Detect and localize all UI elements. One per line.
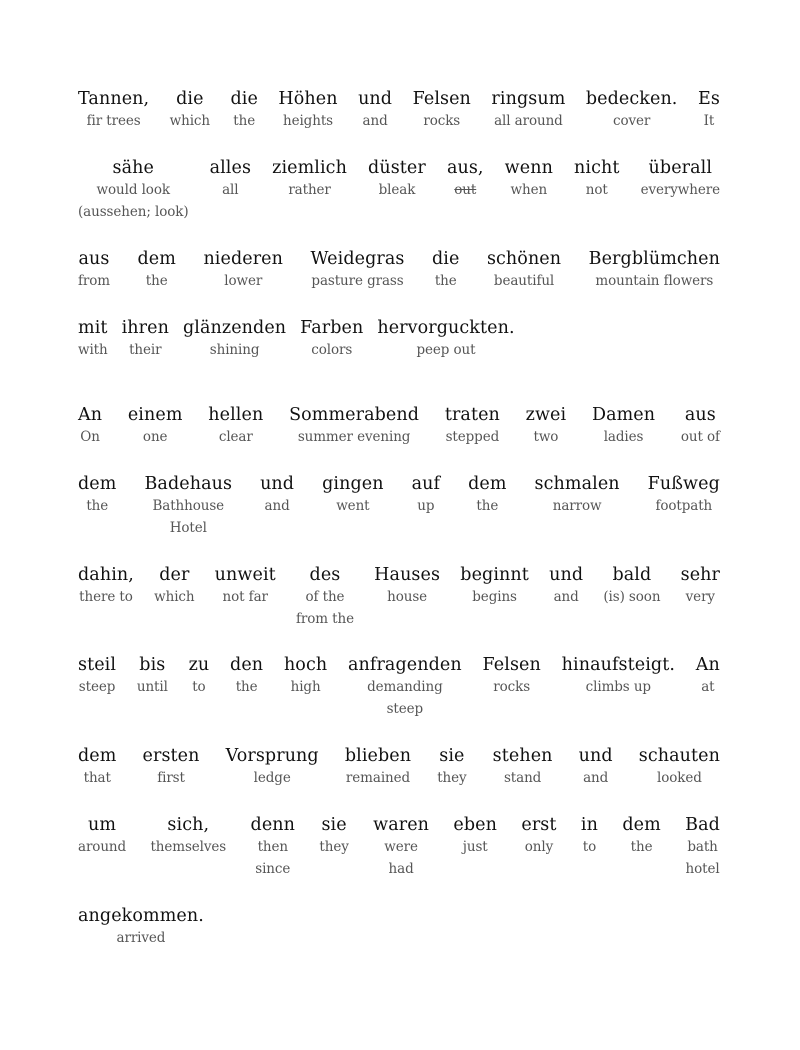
word-gloss bbox=[203, 248, 283, 292]
word-gloss bbox=[78, 564, 134, 608]
word-gloss bbox=[603, 564, 660, 608]
word-gloss bbox=[586, 88, 678, 132]
german-word: dem bbox=[137, 249, 176, 269]
english-gloss: to bbox=[582, 839, 597, 855]
english-gloss: and bbox=[583, 770, 609, 786]
word-gloss bbox=[210, 157, 251, 201]
english-gloss: and bbox=[553, 589, 579, 605]
word-gloss bbox=[437, 745, 466, 789]
german-word: düster bbox=[368, 158, 426, 178]
german-word: des bbox=[309, 565, 341, 585]
word-gloss bbox=[487, 248, 561, 292]
english-gloss: (aussehen; look) bbox=[78, 204, 189, 220]
german-word: Vorsprung bbox=[225, 746, 319, 766]
word-gloss bbox=[641, 157, 720, 201]
german-word: wenn bbox=[504, 158, 553, 178]
english-gloss: had bbox=[388, 861, 414, 877]
german-word: beginnt bbox=[460, 565, 529, 585]
word-gloss bbox=[639, 745, 720, 789]
word-gloss bbox=[284, 654, 327, 698]
german-word: sie bbox=[439, 746, 465, 766]
german-word: der bbox=[159, 565, 190, 585]
word-gloss bbox=[78, 473, 116, 517]
german-word: Sommerabend bbox=[289, 405, 420, 425]
word-gloss bbox=[505, 157, 553, 201]
german-word: glänzenden bbox=[182, 318, 287, 338]
gloss-line bbox=[78, 905, 720, 949]
german-word: An bbox=[78, 405, 103, 425]
german-word: und bbox=[549, 565, 584, 585]
english-gloss: first bbox=[157, 770, 185, 786]
word-gloss bbox=[208, 404, 263, 448]
english-gloss: the bbox=[434, 273, 457, 289]
word-gloss bbox=[358, 88, 392, 132]
german-word: dem bbox=[78, 474, 117, 494]
word-gloss bbox=[322, 473, 384, 517]
english-gloss: lower bbox=[224, 273, 263, 289]
german-word: gingen bbox=[322, 474, 384, 494]
word-gloss bbox=[698, 88, 720, 132]
word-gloss bbox=[230, 654, 263, 698]
german-word: und bbox=[578, 746, 613, 766]
english-gloss: would look bbox=[96, 182, 170, 198]
german-word: einem bbox=[127, 405, 183, 425]
english-gloss: looked bbox=[656, 770, 702, 786]
word-gloss bbox=[170, 88, 210, 132]
word-gloss bbox=[78, 88, 149, 132]
word-gloss bbox=[589, 248, 720, 292]
german-word: ziemlich bbox=[272, 158, 347, 178]
german-word: denn bbox=[250, 815, 296, 835]
word-gloss bbox=[648, 473, 720, 517]
word-gloss bbox=[373, 814, 429, 880]
word-gloss bbox=[368, 157, 426, 201]
gloss-line bbox=[78, 404, 720, 448]
english-gloss: house bbox=[387, 589, 428, 605]
english-gloss: pasture grass bbox=[311, 273, 404, 289]
english-gloss: at bbox=[701, 679, 715, 695]
word-gloss bbox=[137, 654, 168, 698]
english-gloss: cover bbox=[613, 113, 651, 129]
word-gloss bbox=[445, 404, 500, 448]
german-word: dahin, bbox=[78, 565, 134, 585]
word-gloss bbox=[592, 404, 655, 448]
english-gloss: climbs up bbox=[585, 679, 651, 695]
german-word: anfragenden bbox=[347, 655, 462, 675]
english-gloss: bath bbox=[687, 839, 718, 855]
word-gloss bbox=[681, 404, 720, 448]
word-gloss bbox=[460, 564, 529, 608]
english-gloss: colors bbox=[311, 342, 353, 358]
english-gloss: summer evening bbox=[297, 429, 411, 445]
word-gloss bbox=[681, 564, 720, 608]
english-gloss: the bbox=[476, 498, 499, 514]
gloss-line bbox=[78, 814, 720, 880]
word-gloss bbox=[413, 88, 471, 132]
word-gloss bbox=[289, 404, 419, 448]
german-word: zu bbox=[188, 655, 210, 675]
english-gloss: of the bbox=[305, 589, 345, 605]
word-gloss bbox=[230, 88, 257, 132]
word-gloss bbox=[348, 654, 462, 720]
german-word: bis bbox=[139, 655, 166, 675]
english-gloss: themselves bbox=[150, 839, 227, 855]
word-gloss bbox=[278, 88, 337, 132]
german-word: Bergblümchen bbox=[588, 249, 720, 269]
german-word: traten bbox=[444, 405, 500, 425]
gloss-line bbox=[78, 654, 720, 720]
german-word: schönen bbox=[486, 249, 562, 269]
word-gloss bbox=[144, 473, 232, 539]
german-word: An bbox=[695, 655, 720, 675]
english-gloss: they bbox=[437, 770, 467, 786]
english-gloss: which bbox=[154, 589, 195, 605]
english-gloss: and bbox=[362, 113, 388, 129]
german-word: zwei bbox=[525, 405, 567, 425]
german-word: und bbox=[358, 89, 393, 109]
german-word: aus bbox=[684, 405, 716, 425]
english-gloss: around bbox=[78, 839, 127, 855]
german-word: ersten bbox=[142, 746, 200, 766]
english-gloss: one bbox=[142, 429, 168, 445]
german-word: alles bbox=[209, 158, 252, 178]
german-word: Fußweg bbox=[647, 474, 720, 494]
english-gloss: when bbox=[510, 182, 548, 198]
word-gloss bbox=[493, 745, 553, 789]
english-gloss: narrow bbox=[552, 498, 602, 514]
english-gloss: bleak bbox=[378, 182, 416, 198]
word-gloss bbox=[491, 88, 565, 132]
german-word: die bbox=[176, 89, 204, 109]
english-gloss: until bbox=[136, 679, 168, 695]
gloss-line bbox=[78, 248, 720, 292]
word-gloss bbox=[78, 404, 102, 448]
german-word: Bad bbox=[685, 815, 720, 835]
english-gloss: ladies bbox=[603, 429, 644, 445]
english-gloss: stepped bbox=[445, 429, 500, 445]
word-gloss bbox=[374, 564, 440, 608]
english-gloss: the bbox=[233, 113, 256, 129]
word-gloss bbox=[272, 157, 347, 201]
german-word: angekommen. bbox=[78, 906, 204, 926]
english-gloss: fir trees bbox=[86, 113, 141, 129]
word-gloss bbox=[251, 814, 296, 880]
word-gloss bbox=[150, 814, 226, 858]
english-gloss: arrived bbox=[116, 930, 166, 946]
word-gloss bbox=[412, 473, 440, 517]
german-word: hellen bbox=[208, 405, 264, 425]
german-word: Weidegras bbox=[310, 249, 405, 269]
german-word: erst bbox=[521, 815, 557, 835]
english-gloss: that bbox=[83, 770, 111, 786]
english-gloss: Hotel bbox=[169, 520, 207, 536]
word-gloss bbox=[377, 317, 514, 361]
english-gloss: they bbox=[319, 839, 349, 855]
english-gloss: shining bbox=[209, 342, 260, 358]
english-gloss: only bbox=[524, 839, 554, 855]
german-word: blieben bbox=[344, 746, 412, 766]
german-word: die bbox=[431, 249, 460, 269]
german-word: dem bbox=[468, 474, 507, 494]
english-gloss: hotel bbox=[685, 861, 720, 877]
german-word: dem bbox=[78, 746, 117, 766]
german-word: aus bbox=[78, 249, 110, 269]
german-word: unweit bbox=[214, 565, 276, 585]
english-gloss: just bbox=[462, 839, 488, 855]
english-gloss: two bbox=[533, 429, 559, 445]
english-gloss: ledge bbox=[253, 770, 291, 786]
english-gloss: their bbox=[129, 342, 162, 358]
word-gloss bbox=[143, 745, 200, 789]
word-gloss bbox=[78, 317, 108, 361]
english-gloss: steep bbox=[386, 701, 424, 717]
word-gloss bbox=[78, 248, 110, 292]
english-gloss: from bbox=[78, 273, 110, 289]
german-word: auf bbox=[411, 474, 441, 494]
word-gloss bbox=[78, 905, 204, 949]
word-gloss bbox=[154, 564, 194, 608]
english-gloss: peep out bbox=[416, 342, 476, 358]
word-gloss bbox=[574, 157, 619, 201]
german-word: ihren bbox=[121, 318, 169, 338]
word-gloss bbox=[526, 404, 567, 448]
word-gloss bbox=[581, 814, 598, 858]
gloss-line bbox=[78, 473, 720, 539]
german-word: Tannen, bbox=[78, 89, 150, 109]
german-word: aus, bbox=[446, 158, 484, 178]
english-gloss: the bbox=[145, 273, 168, 289]
word-gloss bbox=[521, 814, 556, 858]
english-gloss: the bbox=[235, 679, 258, 695]
word-gloss bbox=[562, 654, 675, 698]
english-gloss: from the bbox=[295, 611, 354, 627]
english-gloss: begins bbox=[472, 589, 517, 605]
german-word: sähe bbox=[112, 158, 154, 178]
word-gloss bbox=[453, 814, 497, 858]
english-gloss: the bbox=[630, 839, 653, 855]
word-gloss bbox=[78, 654, 116, 698]
english-gloss: there to bbox=[79, 589, 133, 605]
german-word: die bbox=[230, 89, 258, 109]
english-gloss: steep bbox=[78, 679, 116, 695]
german-word: mit bbox=[78, 318, 108, 338]
german-word: Farben bbox=[300, 318, 364, 338]
english-gloss: demanding bbox=[367, 679, 443, 695]
english-gloss: mountain flowers bbox=[595, 273, 714, 289]
english-gloss: rather bbox=[288, 182, 331, 198]
word-gloss bbox=[311, 248, 405, 292]
english-gloss: Bathhouse bbox=[152, 498, 225, 514]
english-gloss: went bbox=[336, 498, 370, 514]
german-word: hinaufsteigt. bbox=[561, 655, 676, 675]
german-word: niederen bbox=[203, 249, 284, 269]
german-word: schmalen bbox=[534, 474, 620, 494]
english-gloss: to bbox=[192, 679, 206, 695]
german-word: sie bbox=[321, 815, 347, 835]
english-gloss: all around bbox=[494, 113, 563, 129]
word-gloss bbox=[447, 157, 484, 201]
word-gloss bbox=[622, 814, 660, 858]
german-word: bedecken. bbox=[585, 89, 678, 109]
german-word: Es bbox=[697, 89, 720, 109]
english-gloss: rocks bbox=[493, 679, 531, 695]
german-word: ringsum bbox=[491, 89, 566, 109]
german-word: um bbox=[87, 815, 117, 835]
german-word: nicht bbox=[574, 158, 620, 178]
english-gloss: (is) soon bbox=[603, 589, 661, 605]
gloss-line bbox=[78, 317, 720, 361]
word-gloss bbox=[696, 654, 720, 698]
word-gloss bbox=[226, 745, 319, 789]
german-word: steil bbox=[78, 655, 117, 675]
german-word: Höhen bbox=[278, 89, 338, 109]
english-gloss: rocks bbox=[423, 113, 461, 129]
german-word: Felsen bbox=[482, 655, 541, 675]
word-gloss bbox=[128, 404, 183, 448]
word-gloss bbox=[432, 248, 459, 292]
english-gloss: heights bbox=[282, 113, 333, 129]
german-word: Felsen bbox=[412, 89, 471, 109]
word-gloss bbox=[300, 317, 363, 361]
german-word: hoch bbox=[283, 655, 328, 675]
english-gloss: since bbox=[255, 861, 291, 877]
word-gloss bbox=[78, 814, 126, 858]
word-gloss bbox=[685, 814, 720, 880]
english-gloss: not far bbox=[222, 589, 268, 605]
german-word: und bbox=[260, 474, 295, 494]
german-word: den bbox=[230, 655, 264, 675]
german-word: überall bbox=[648, 158, 713, 178]
word-gloss bbox=[549, 564, 583, 608]
english-gloss: out of bbox=[680, 429, 720, 445]
english-gloss: beautiful bbox=[493, 273, 555, 289]
word-gloss bbox=[535, 473, 620, 517]
english-gloss: clear bbox=[218, 429, 253, 445]
english-gloss: very bbox=[685, 589, 715, 605]
word-gloss bbox=[468, 473, 506, 517]
english-gloss: with bbox=[78, 342, 108, 358]
english-gloss: stand bbox=[503, 770, 542, 786]
english-gloss: not bbox=[585, 182, 608, 198]
word-gloss bbox=[183, 317, 286, 361]
word-gloss bbox=[137, 248, 175, 292]
word-gloss bbox=[319, 814, 348, 858]
english-gloss: high bbox=[290, 679, 321, 695]
english-gloss: which bbox=[169, 113, 210, 129]
german-word: sehr bbox=[680, 565, 720, 585]
english-gloss: the bbox=[86, 498, 109, 514]
word-gloss bbox=[78, 157, 189, 223]
english-gloss: all bbox=[222, 182, 239, 198]
german-word: waren bbox=[373, 815, 430, 835]
german-word: sich, bbox=[167, 815, 210, 835]
english-gloss: up bbox=[417, 498, 435, 514]
german-word: dem bbox=[622, 815, 661, 835]
english-gloss: and bbox=[264, 498, 290, 514]
gloss-line bbox=[78, 564, 720, 630]
gloss-line bbox=[78, 157, 720, 223]
german-word: Badehaus bbox=[144, 474, 233, 494]
german-word: eben bbox=[453, 815, 497, 835]
gloss-line bbox=[78, 88, 720, 132]
english-gloss: were bbox=[384, 839, 418, 855]
gloss-line bbox=[78, 745, 720, 789]
german-word: bald bbox=[612, 565, 652, 585]
word-gloss bbox=[483, 654, 541, 698]
word-gloss bbox=[189, 654, 210, 698]
word-gloss bbox=[579, 745, 613, 789]
word-gloss bbox=[78, 745, 116, 789]
word-gloss bbox=[296, 564, 354, 630]
german-word: stehen bbox=[492, 746, 553, 766]
english-gloss: out bbox=[454, 182, 477, 198]
german-word: Damen bbox=[591, 405, 656, 425]
german-word: in bbox=[580, 815, 598, 835]
german-word: hervorguckten. bbox=[377, 318, 515, 338]
english-gloss: On bbox=[80, 429, 100, 445]
english-gloss: everywhere bbox=[640, 182, 720, 198]
english-gloss: then bbox=[257, 839, 288, 855]
english-gloss: It bbox=[703, 113, 715, 129]
german-word: schauten bbox=[638, 746, 720, 766]
word-gloss bbox=[215, 564, 276, 608]
english-gloss: footpath bbox=[655, 498, 713, 514]
word-gloss bbox=[260, 473, 294, 517]
word-gloss bbox=[122, 317, 169, 361]
english-gloss: remained bbox=[345, 770, 411, 786]
german-word: Hauses bbox=[374, 565, 441, 585]
word-gloss bbox=[345, 745, 411, 789]
